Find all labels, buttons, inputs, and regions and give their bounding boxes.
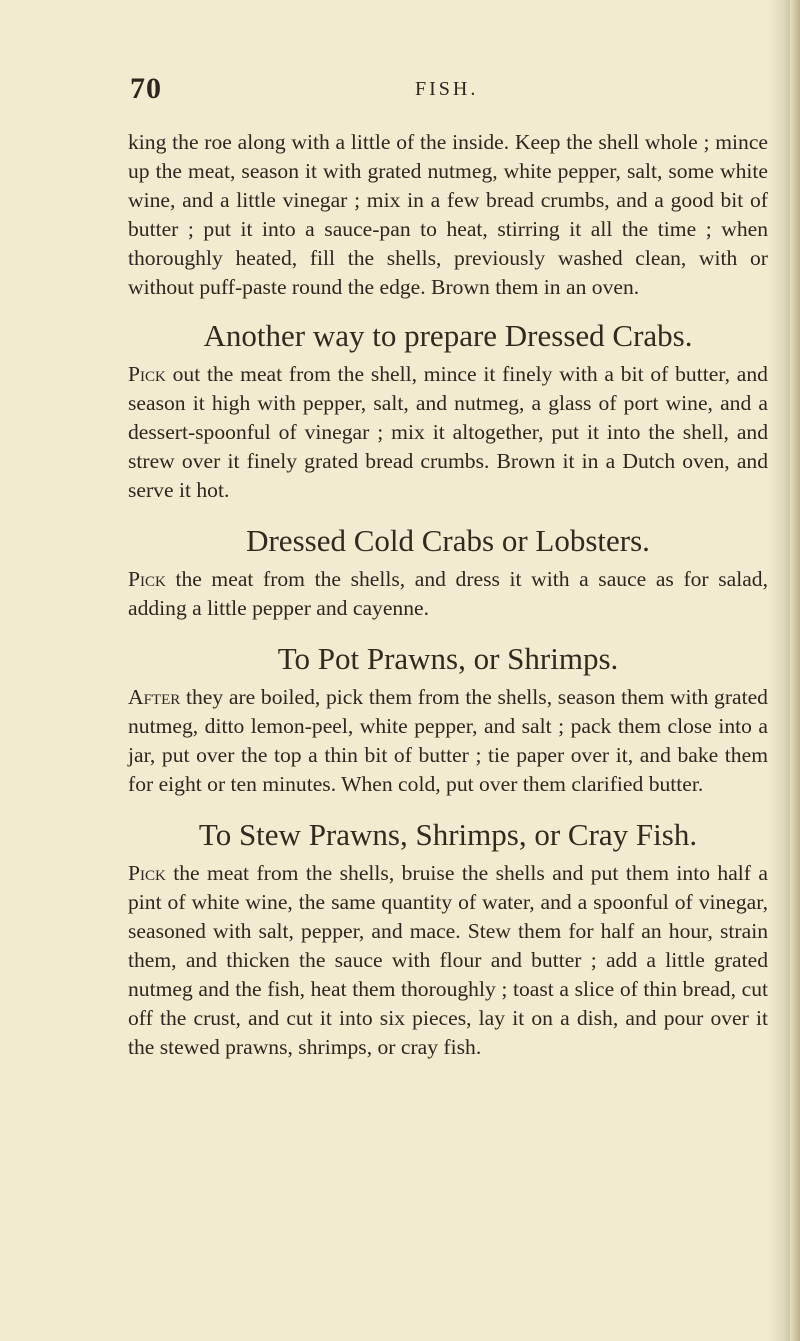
recipe-paragraph-pot-prawns xyxy=(128,683,768,799)
page-number: 70 xyxy=(130,72,162,105)
lead-word: Pick xyxy=(128,861,166,885)
lead-word: Pick xyxy=(128,362,166,386)
paragraph-text: they are boiled, pick them from the shells, season them with grated nutmeg, ditto lemon-peel, white pepper, and salt ; pack them close into a jar, put over the top a thin bit of butter ; tie paper over it, and bake them for eight or ten minutes. When cold, put over them clarified butter. xyxy=(128,685,768,796)
continued-paragraph: king the roe along with a little of the inside. Keep the shell whole ; mince up the meat, season it with grated nutmeg, white pepper, salt, some white wine, and a little vinegar ; mix in a few bread crumbs, and a good bit of butter ; put it into a sauce-pan to heat, stirring it all the time ; when thoroughly heated, fill the shells, previously washed clean, with or without puff-paste round the edge. Brown them in an oven. xyxy=(128,130,768,299)
paragraph-text: the meat from the shells, and dress it with a sauce as for salad, adding a little pepper and cayenne. xyxy=(128,567,768,620)
page-header xyxy=(130,72,730,112)
recipe-paragraph-cold-crabs xyxy=(128,565,768,623)
recipe-paragraph-dressed-crabs xyxy=(128,360,768,505)
running-head: FISH. xyxy=(415,78,479,100)
paragraph-text: out the meat from the shell, mince it finely with a bit of butter, and season it high with pepper, salt, and nutmeg, a glass of port wine, and a dessert-spoonful of vinegar ; mix it altogether, put it into the shell, and strew over it finely grated bread crumbs. Brown it in a Dutch oven, and serve it hot. xyxy=(128,362,768,502)
recipe-paragraph-stew-prawns xyxy=(128,859,768,1062)
paragraph-text: the meat from the shells, bruise the shells and put them into half a pint of white wine, the same quantity of water, and a spoonful of vinegar, seasoned with salt, pepper, and mace. Stew them for half an hour, strain them, and thicken the sauce with flour and butter ; add a little grated nutmeg and the fish, heat them thoroughly ; toast a slice of thin bread, cut off the crust, and cut it into six pieces, lay it on a dish, and pour over it the stewed prawns, shrimps, or cray fish. xyxy=(128,861,768,1059)
lead-word: After xyxy=(128,685,181,709)
lead-word: Pick xyxy=(128,567,166,591)
recipe-title-cold-crabs: Dressed Cold Crabs or Lobsters. xyxy=(246,523,650,558)
page-body xyxy=(128,128,768,1062)
recipe-title-dressed-crabs: Another way to prepare Dressed Crabs. xyxy=(203,318,693,353)
recipe-title-stew-prawns: To Stew Prawns, Shrimps, or Cray Fish. xyxy=(198,817,698,852)
page-edge-shadow xyxy=(790,0,800,1341)
recipe-title-pot-prawns: To Pot Prawns, or Shrimps. xyxy=(277,641,619,676)
